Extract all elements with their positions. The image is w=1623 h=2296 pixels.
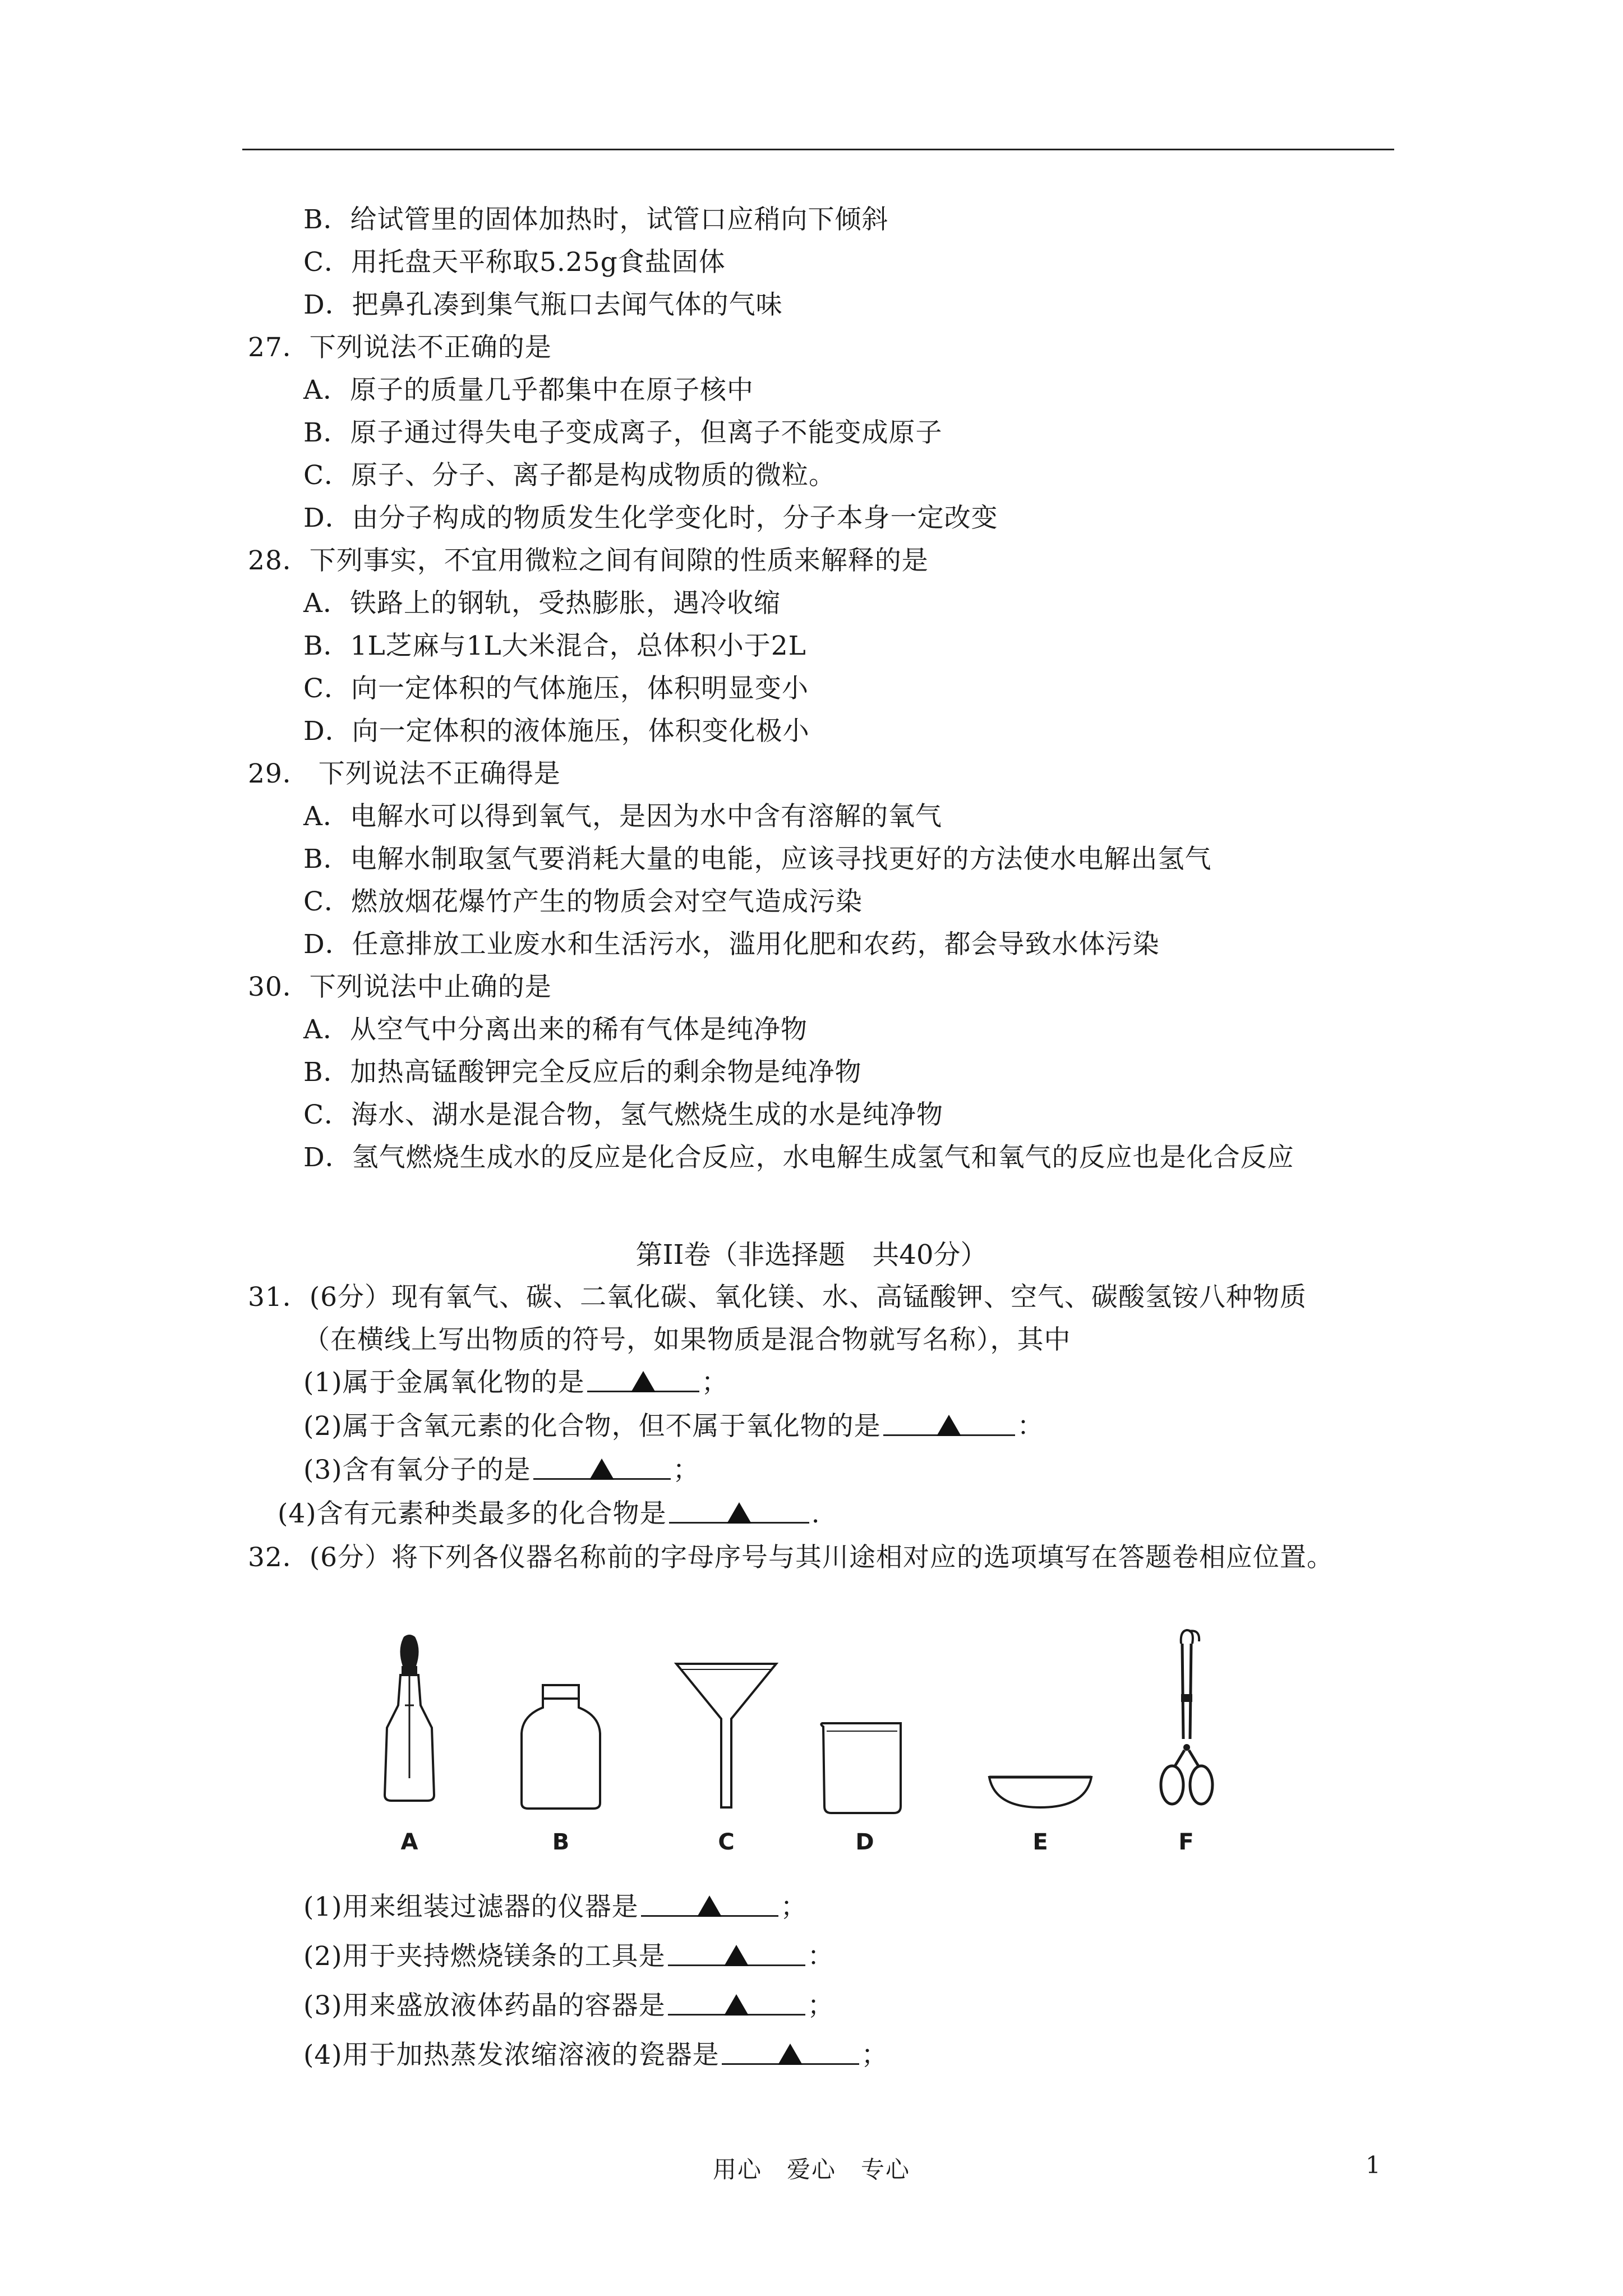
q30-option-a: A．从空气中分离出来的稀有气体是纯净物 xyxy=(303,1014,808,1045)
triangle-marker-icon xyxy=(724,1994,749,2016)
q32-part-1-text: (1)用来组装过滤器的仪器是 xyxy=(303,1892,639,1922)
q32-part-4-end: ； xyxy=(861,2040,888,2070)
q29-stem: 29． 下列说法不正确得是 xyxy=(248,758,561,789)
q28-option-a: A．铁路上的钢轨，受热膨胀，遇冷收缩 xyxy=(303,588,781,619)
q27-option-d: D．由分子构成的物质发生化学变化时，分子本身一定改变 xyxy=(303,503,998,533)
page-footer: 用心 爱心 专心 xyxy=(712,2156,910,2183)
q28-option-c: C．向一定体积的气体施压，体积明显变小 xyxy=(303,673,809,704)
apparatus-label-d: D xyxy=(855,1829,874,1855)
apparatus-label-a: A xyxy=(400,1829,418,1855)
triangle-marker-icon xyxy=(697,1895,722,1917)
q31-part-3 xyxy=(303,1453,700,1487)
q31-part-1-text: (1)属于金属氧化物的是 xyxy=(303,1367,585,1398)
q27-stem: 27．下列说法不正确的是 xyxy=(248,332,552,363)
triangle-marker-icon xyxy=(778,2044,803,2065)
q31-answer-blank-2[interactable] xyxy=(883,1410,1015,1436)
q32-answer-blank-2[interactable] xyxy=(668,1940,805,1966)
q32-part-3 xyxy=(303,1989,834,2023)
apparatus-label-f: F xyxy=(1178,1829,1194,1855)
page-number: 1 xyxy=(1366,2151,1381,2179)
apparatus-label-c: C xyxy=(718,1829,735,1855)
triangle-marker-icon xyxy=(727,1502,751,1524)
beaker-icon xyxy=(819,1722,909,1818)
crucible-tongs-icon xyxy=(1155,1627,1217,1818)
q30-option-d: D．氢气燃烧生成水的反应是化合反应，水电解生成氢气和氧气的反应也是化合反应 xyxy=(303,1142,1294,1173)
q27-option-b: B．原子通过得失电子变成离子，但离子不能变成原子 xyxy=(303,417,943,448)
triangle-marker-icon xyxy=(724,1945,749,1966)
q32-part-3-text: (3)用来盛放液体药晶的容器是 xyxy=(303,1990,666,2021)
triangle-marker-icon xyxy=(589,1458,614,1480)
apparatus-figure xyxy=(359,1627,1284,1862)
q32-part-1 xyxy=(303,1890,808,1924)
q29-option-b: B．电解水制取氢气要消耗大量的电能，应该寻找更好的方法使水电解出氢气 xyxy=(303,844,1212,875)
q29-option-c: C．燃放烟花爆竹产生的物质会对空气造成污染 xyxy=(303,886,863,917)
q30-stem: 30．下列说法中止确的是 xyxy=(248,972,552,1002)
q31-part-4-text: (4)含有元素种类最多的化合物是 xyxy=(278,1498,667,1529)
q29-option-d: D．任意排放工业废水和生活污水，滥用化肥和农药，都会导致水体污染 xyxy=(303,929,1160,960)
q32-answer-blank-3[interactable] xyxy=(668,1989,805,2016)
q29-option-a: A．电解水可以得到氧气，是因为水中含有溶解的氧气 xyxy=(303,801,942,832)
q30-option-c: C．海水、湖水是混合物，氢气燃烧生成的水是纯净物 xyxy=(303,1099,943,1130)
q26-option-c: C．用托盘天平称取5.25g食盐固体 xyxy=(303,247,726,278)
q32-part-4 xyxy=(303,2039,888,2072)
q32-part-3-end: ； xyxy=(807,1990,834,2021)
apparatus-label-e: E xyxy=(1032,1829,1048,1855)
reagent-bottle-icon xyxy=(516,1683,606,1812)
q32-stem: 32．(6分）将下列各仪器名称前的字母序号与其川途相对应的选项填写在答题卷相应位置。 xyxy=(248,1542,1334,1573)
q32-part-1-end: ； xyxy=(780,1892,808,1922)
q31-answer-blank-1[interactable] xyxy=(587,1366,699,1392)
q27-option-c: C．原子、分子、离子都是构成物质的微粒。 xyxy=(303,460,836,491)
triangle-marker-icon xyxy=(937,1415,961,1436)
q32-answer-blank-1[interactable] xyxy=(641,1890,778,1917)
q31-part-2 xyxy=(303,1410,1044,1443)
q31-part-2-text: (2)属于含氧元素的化合物，但不属于氧化物的是 xyxy=(303,1411,881,1442)
dropper-bottle-icon xyxy=(376,1632,443,1806)
funnel-icon xyxy=(673,1660,780,1812)
q28-stem: 28．下列事实，不宜用微粒之间有间隙的性质来解释的是 xyxy=(248,545,929,576)
triangle-marker-icon xyxy=(631,1371,656,1392)
evaporating-dish-icon xyxy=(987,1773,1094,1812)
section-title: 第II卷（非选择题 共40分） xyxy=(635,1239,988,1271)
q31-part-4 xyxy=(278,1497,820,1531)
q31-part-3-end: ； xyxy=(672,1455,700,1485)
q28-option-b: B．1L芝麻与1L大米混合，总体积小于2L xyxy=(303,631,806,661)
apparatus-label-b: B xyxy=(552,1829,570,1855)
q32-part-2 xyxy=(303,1940,834,1973)
q31-part-1-end: ； xyxy=(701,1367,728,1398)
q31-part-3-text: (3)含有氧分子的是 xyxy=(303,1455,531,1485)
q31-part-1 xyxy=(303,1366,728,1400)
q27-option-a: A．原子的质量几乎都集中在原子核中 xyxy=(303,375,754,406)
q28-option-d: D．向一定体积的液体施压，体积变化极小 xyxy=(303,716,810,747)
q26-option-d: D．把鼻孔凑到集气瓶口去闻气体的气味 xyxy=(303,289,783,320)
q31-stem: 31．(6分）现有氧气、碳、二氧化碳、氧化镁、水、高锰酸钾、空气、碳酸氢铵八种物质 xyxy=(248,1282,1307,1313)
q26-option-b: B．给试管里的固体加热时，试管口应稍向下倾斜 xyxy=(303,204,889,235)
q30-option-b: B．加热高锰酸钾完全反应后的剩余物是纯净物 xyxy=(303,1057,862,1088)
q32-part-4-text: (4)用于加热蒸发浓缩溶液的瓷器是 xyxy=(303,2040,720,2070)
q32-answer-blank-4[interactable] xyxy=(722,2039,859,2065)
q31-part-4-end: . xyxy=(811,1498,820,1529)
q31-answer-blank-4[interactable] xyxy=(669,1497,809,1524)
header-rule xyxy=(242,149,1394,150)
q31-answer-blank-3[interactable] xyxy=(533,1453,671,1480)
q32-part-2-end: ： xyxy=(807,1941,834,1972)
q31-stem-continued: （在横线上写出物质的符号，如果物质是混合物就写名称），其中 xyxy=(303,1324,1071,1355)
q32-part-2-text: (2)用于夹持燃烧镁条的工具是 xyxy=(303,1941,666,1972)
q31-part-2-end: ： xyxy=(1017,1411,1044,1442)
